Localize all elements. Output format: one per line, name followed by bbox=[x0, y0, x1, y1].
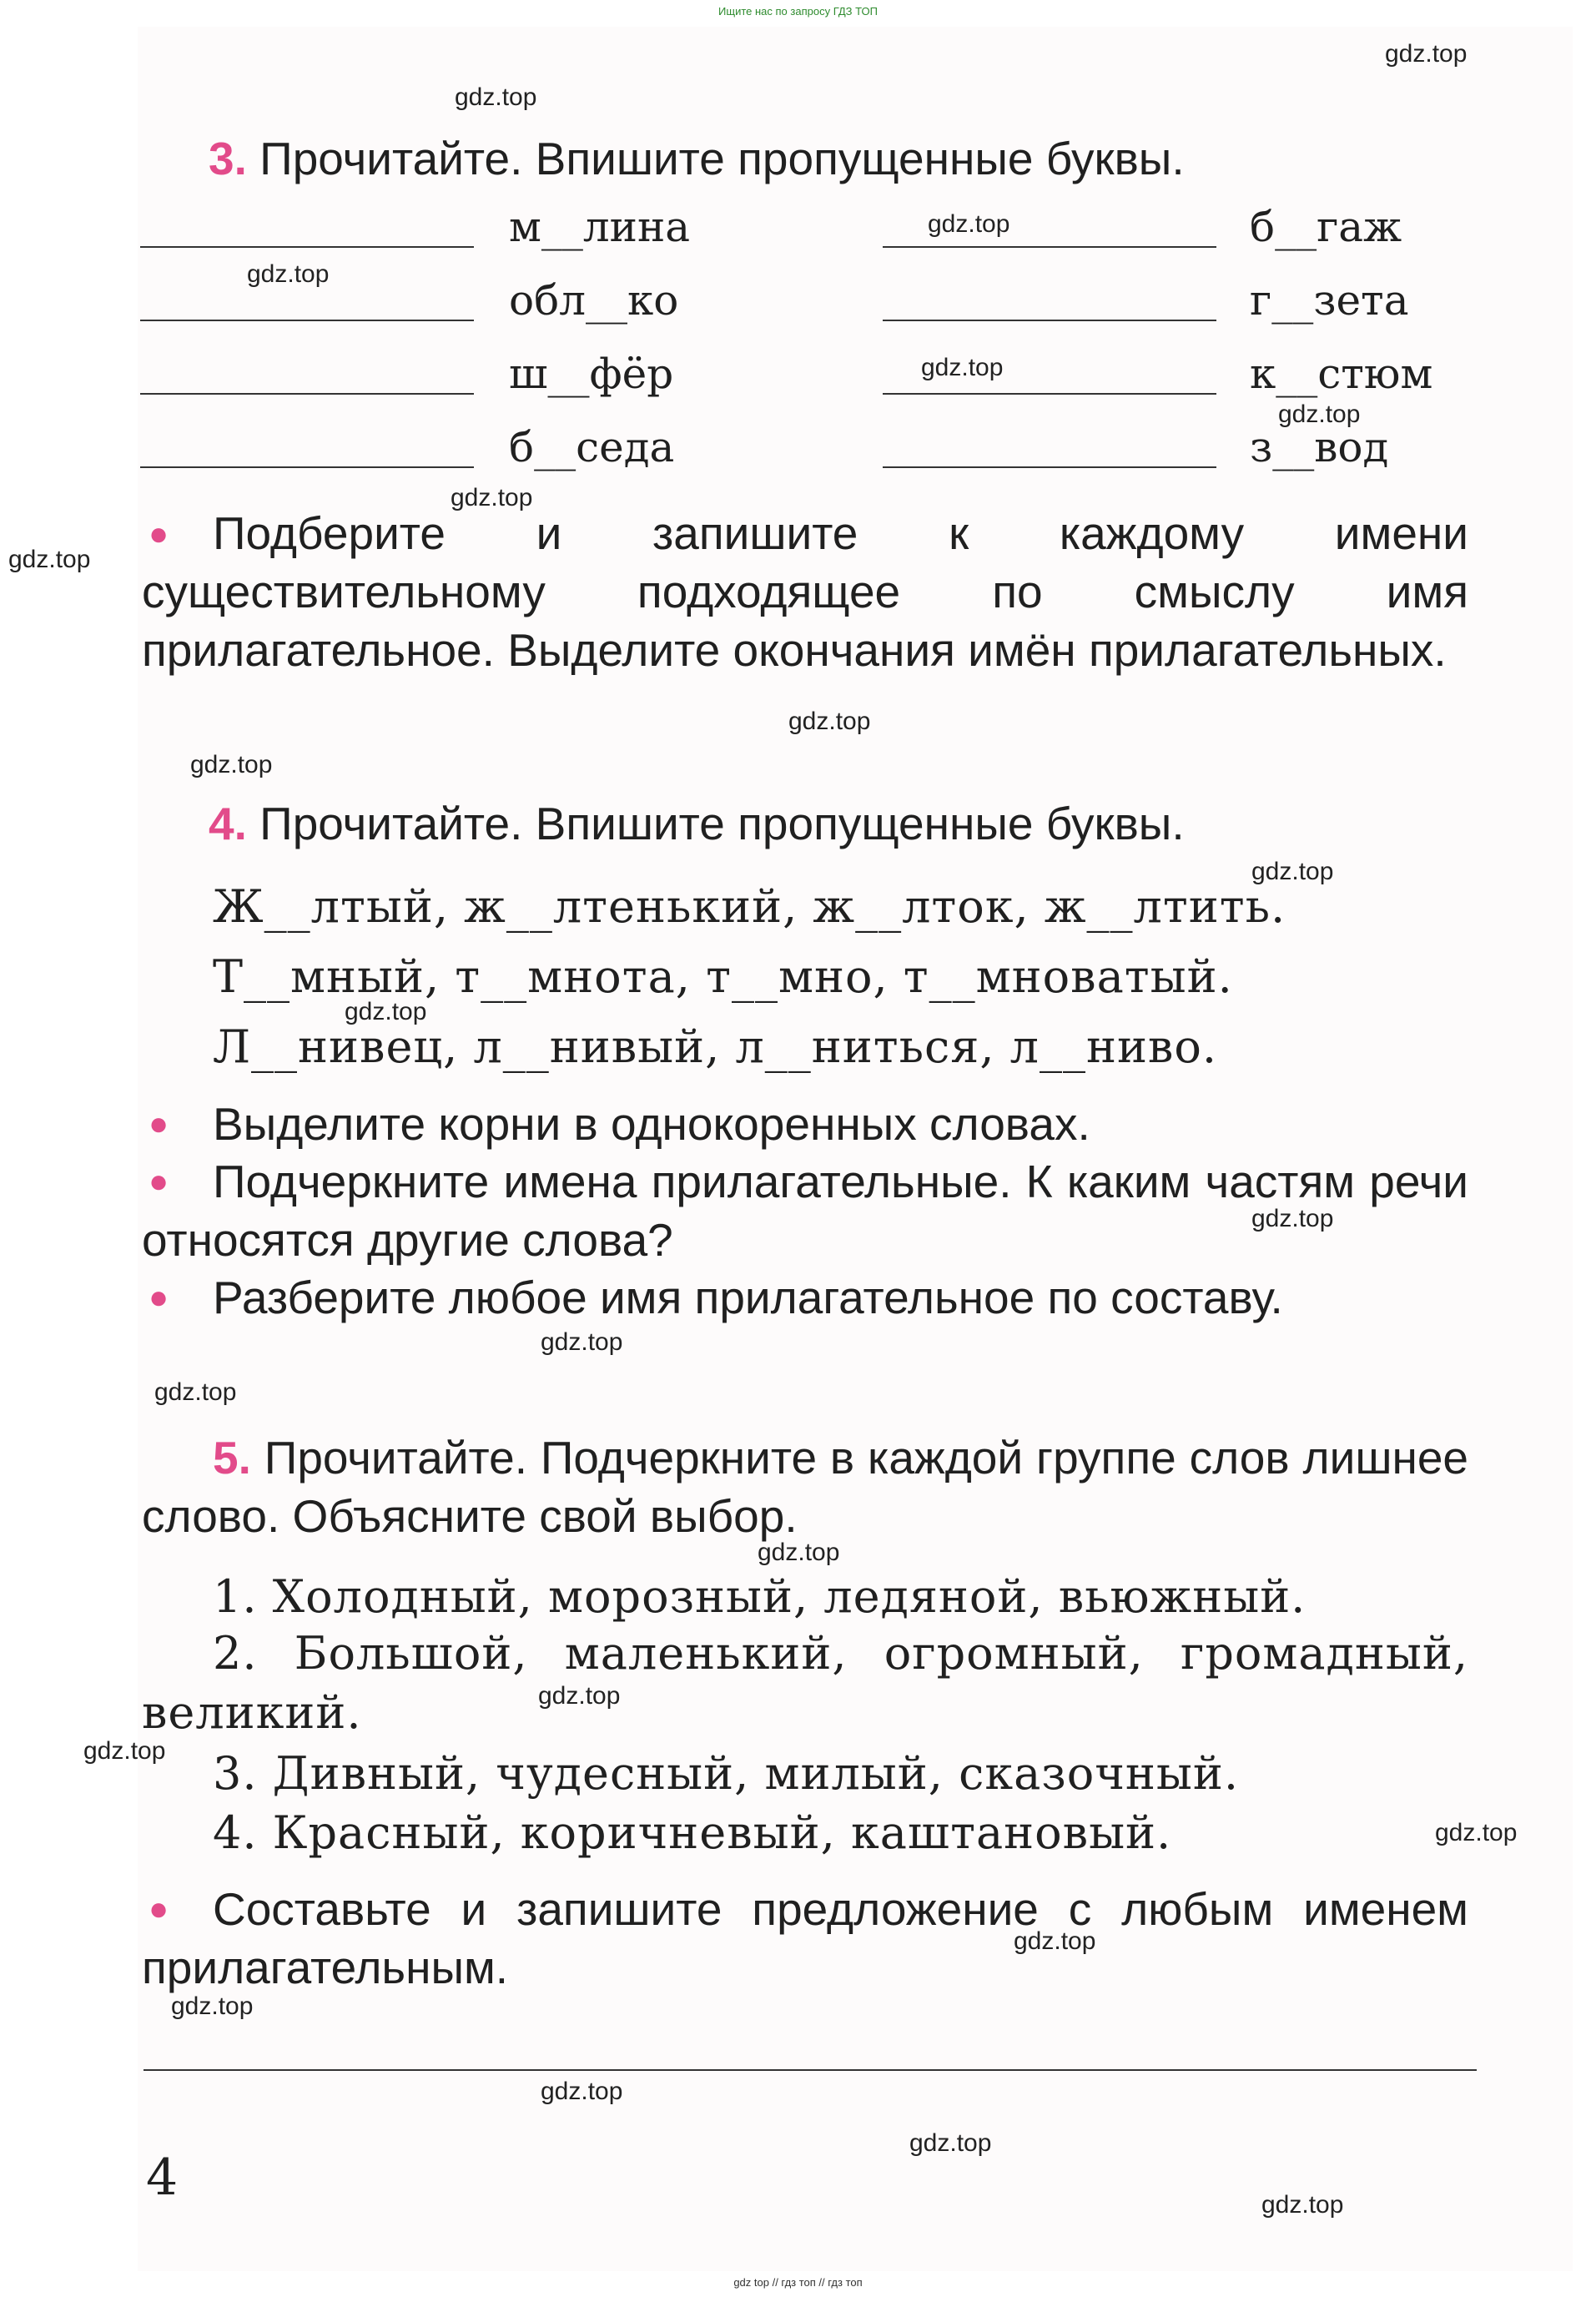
bullet-icon: ● bbox=[149, 1891, 169, 1927]
page-number: 4 bbox=[146, 2148, 179, 2207]
word: м__лина bbox=[509, 203, 691, 251]
word-group: 2. Большой, маленький, огромный, громадный, великий. bbox=[142, 1627, 1468, 1739]
exercise-4-task-1: Выделите корни в однокоренных словах. bbox=[213, 1098, 1090, 1150]
word-row: Ж__лтый, ж__лтенький, ж__лток, ж__лтить. bbox=[213, 880, 1286, 933]
bullet-icon: ● bbox=[149, 1106, 169, 1142]
answer-line[interactable] bbox=[143, 2069, 1477, 2071]
exercise-5-task: Составьте и запишите предложение с любым именем прилагательным. bbox=[142, 1883, 1468, 1993]
word: б__седа bbox=[509, 423, 675, 471]
exercise-number: 5. bbox=[213, 1432, 251, 1483]
exercise-3-heading bbox=[209, 129, 1185, 188]
watermark: gdz.top bbox=[83, 1737, 166, 1765]
answer-line[interactable] bbox=[140, 320, 474, 321]
answer-line[interactable] bbox=[140, 393, 474, 395]
answer-line[interactable] bbox=[140, 246, 474, 248]
exercise-3-task: Подберите и запишите к каждому имени существительному подходящее по смыслу имя прилагательное. Выделите окончания имён прилагательных. bbox=[142, 507, 1468, 676]
bullet-icon: ● bbox=[149, 1279, 169, 1316]
watermark: gdz.top bbox=[345, 998, 427, 1025]
word: б__гаж bbox=[1250, 203, 1402, 251]
watermark: gdz.top bbox=[928, 210, 1010, 238]
exercise-title: Прочитайте. Впишите пропущенные буквы. bbox=[259, 133, 1185, 184]
watermark: gdz.top bbox=[1435, 1819, 1518, 1846]
exercise-4-heading bbox=[209, 794, 1185, 853]
watermark: gdz.top bbox=[1251, 858, 1334, 885]
answer-line[interactable] bbox=[883, 466, 1216, 468]
word: ш__фёр bbox=[509, 350, 674, 398]
watermark: gdz.top bbox=[758, 1539, 840, 1566]
watermark: gdz.top bbox=[909, 2129, 992, 2157]
watermark: gdz.top bbox=[1251, 1205, 1334, 1232]
exercise-number: 3. bbox=[209, 133, 247, 184]
word: к__стюм bbox=[1250, 350, 1433, 398]
bullet-icon: ● bbox=[149, 516, 169, 552]
watermark: gdz.top bbox=[788, 708, 871, 735]
watermark: gdz.top bbox=[190, 751, 273, 778]
word-row: Л__нивец, л__нивый, л__ниться, л__ниво. bbox=[213, 1020, 1218, 1073]
watermark: gdz.top bbox=[541, 2078, 623, 2105]
answer-line[interactable] bbox=[883, 393, 1216, 395]
word: з__вод bbox=[1250, 423, 1389, 471]
watermark: gdz.top bbox=[154, 1378, 237, 1406]
exercise-4-task-3: Разберите любое имя прилагательное по составу. bbox=[213, 1272, 1283, 1323]
watermark: gdz.top bbox=[1014, 1927, 1096, 1955]
word-group: 3. Дивный, чудесный, милый, сказочный. bbox=[213, 1747, 1240, 1800]
footer-note: gdz top // гдз топ // гдз топ bbox=[733, 2276, 863, 2289]
exercise-4-task-2: Подчеркните имена прилагательные. К каким частям речи относятся другие слова? bbox=[142, 1156, 1468, 1266]
header-note: Ищите нас по запросу ГДЗ ТОП bbox=[718, 5, 878, 18]
watermark: gdz.top bbox=[1278, 400, 1361, 428]
watermark: gdz.top bbox=[455, 83, 537, 111]
word-group: 1. Холодный, морозный, ледяной, вьюжный. bbox=[213, 1570, 1307, 1623]
watermark: gdz.top bbox=[541, 1328, 623, 1356]
exercise-number: 4. bbox=[209, 798, 247, 849]
bullet-icon: ● bbox=[149, 1163, 169, 1200]
answer-line[interactable] bbox=[883, 320, 1216, 321]
watermark: gdz.top bbox=[538, 1682, 621, 1710]
exercise-title: Прочитайте. Впишите пропущенные буквы. bbox=[259, 798, 1185, 849]
watermark: gdz.top bbox=[921, 354, 1004, 381]
watermark: gdz.top bbox=[1261, 2191, 1344, 2219]
answer-line[interactable] bbox=[883, 246, 1216, 248]
watermark: gdz.top bbox=[451, 484, 533, 511]
exercise-title: Прочитайте. Подчеркните в каждой группе слов лишнее слово. Объясните свой выбор. bbox=[142, 1432, 1468, 1542]
word-group: 4. Красный, коричневый, каштановый. bbox=[213, 1806, 1172, 1859]
word-row: Т__мный, т__мнота, т__мно, т__мноватый. bbox=[213, 950, 1233, 1003]
word: обл__ко bbox=[509, 276, 679, 325]
word: г__зета bbox=[1250, 276, 1409, 325]
watermark: gdz.top bbox=[171, 1992, 254, 2020]
exercise-5-heading bbox=[142, 1428, 1468, 1545]
watermark: gdz.top bbox=[1385, 40, 1468, 68]
answer-line[interactable] bbox=[140, 466, 474, 468]
watermark: gdz.top bbox=[8, 546, 91, 573]
watermark: gdz.top bbox=[247, 260, 330, 288]
